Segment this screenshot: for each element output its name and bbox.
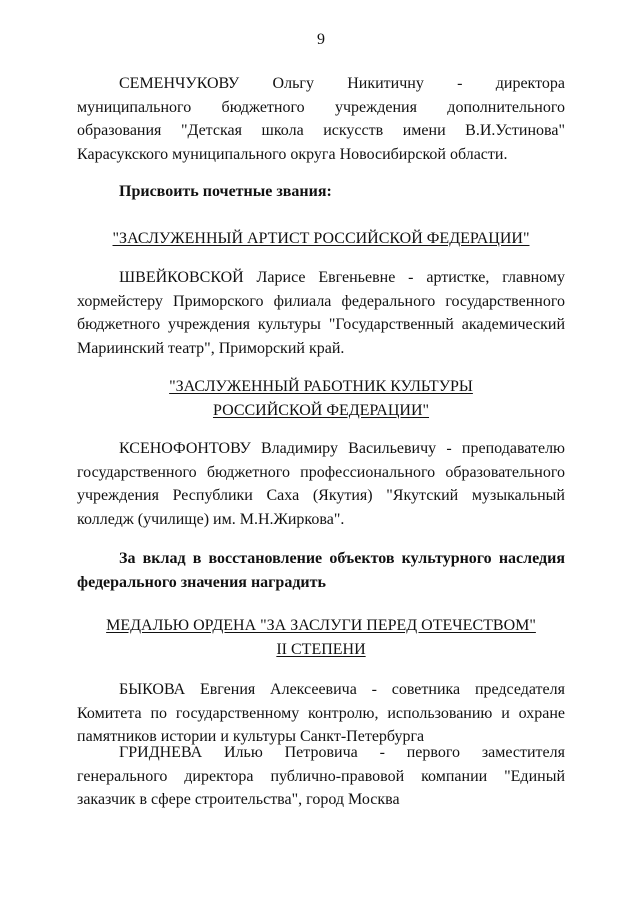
- paragraph-shveykovskaya: ШВЕЙКОВСКОЙ Ларисе Евгеньевне - артистке, главному хормейстеру Приморского филиала федерального государственного бюджетного учреждения культуры "Государственный академический Мариинский театр", Приморский край.: [77, 269, 565, 357]
- paragraph-bykov: БЫКОВА Евгения Алексеевича - советника председателя Комитета по государственному контролю, использованию и охране памятников истории и культуры Санкт-Петербурга: [77, 681, 565, 745]
- paragraph-heritage-award-intro: За вклад в восстановление объектов культурного наследия федерального значения наградить: [77, 550, 565, 591]
- heading-honored-culture-worker-line-1: "ЗАСЛУЖЕННЫЙ РАБОТНИК КУЛЬТУРЫ: [169, 378, 473, 395]
- heading-honored-culture-worker-line-2: РОССИЙСКОЙ ФЕДЕРАЦИИ": [212, 401, 430, 419]
- heading-honored-artist-line: "ЗАСЛУЖЕННЫЙ АРТИСТ РОССИЙСКОЙ ФЕДЕРАЦИИ": [112, 230, 530, 247]
- heading-medal-order-line-1: МЕДАЛЬЮ ОРДЕНА "ЗА ЗАСЛУГИ ПЕРЕД ОТЕЧЕСТВОМ": [106, 617, 536, 634]
- heading-honored-artist: [77, 227, 565, 251]
- page-number: 9: [317, 31, 325, 48]
- heading-medal-order-line-2: II СТЕПЕНИ: [276, 640, 366, 658]
- heading-honored-culture-worker: [77, 375, 565, 422]
- paragraph-semenchukova: СЕМЕНЧУКОВУ Ольгу Никитичну - директора муниципального бюджетного учреждения дополнительного образования "Детская школа искусств имени В.И.Устинова" Карасукского муниципального округа Новосибирской области.: [77, 75, 565, 163]
- paragraph-award-titles-intro: Присвоить почетные звания:: [119, 183, 332, 200]
- paragraph-gridnev: ГРИДНЕВА Илью Петровича - первого заместителя генерального директора публично-правовой компании "Единый заказчик в сфере строительства", город Москва: [77, 744, 565, 808]
- paragraph-ksenofontov: КСЕНОФОНТОВУ Владимиру Васильевичу - преподавателю государственного бюджетного профессионального образовательного учреждения Республики Саха (Якутия) "Якутский музыкальный колледж (училище) им. М.Н.Жиркова".: [77, 440, 565, 528]
- heading-medal-order: [77, 614, 565, 661]
